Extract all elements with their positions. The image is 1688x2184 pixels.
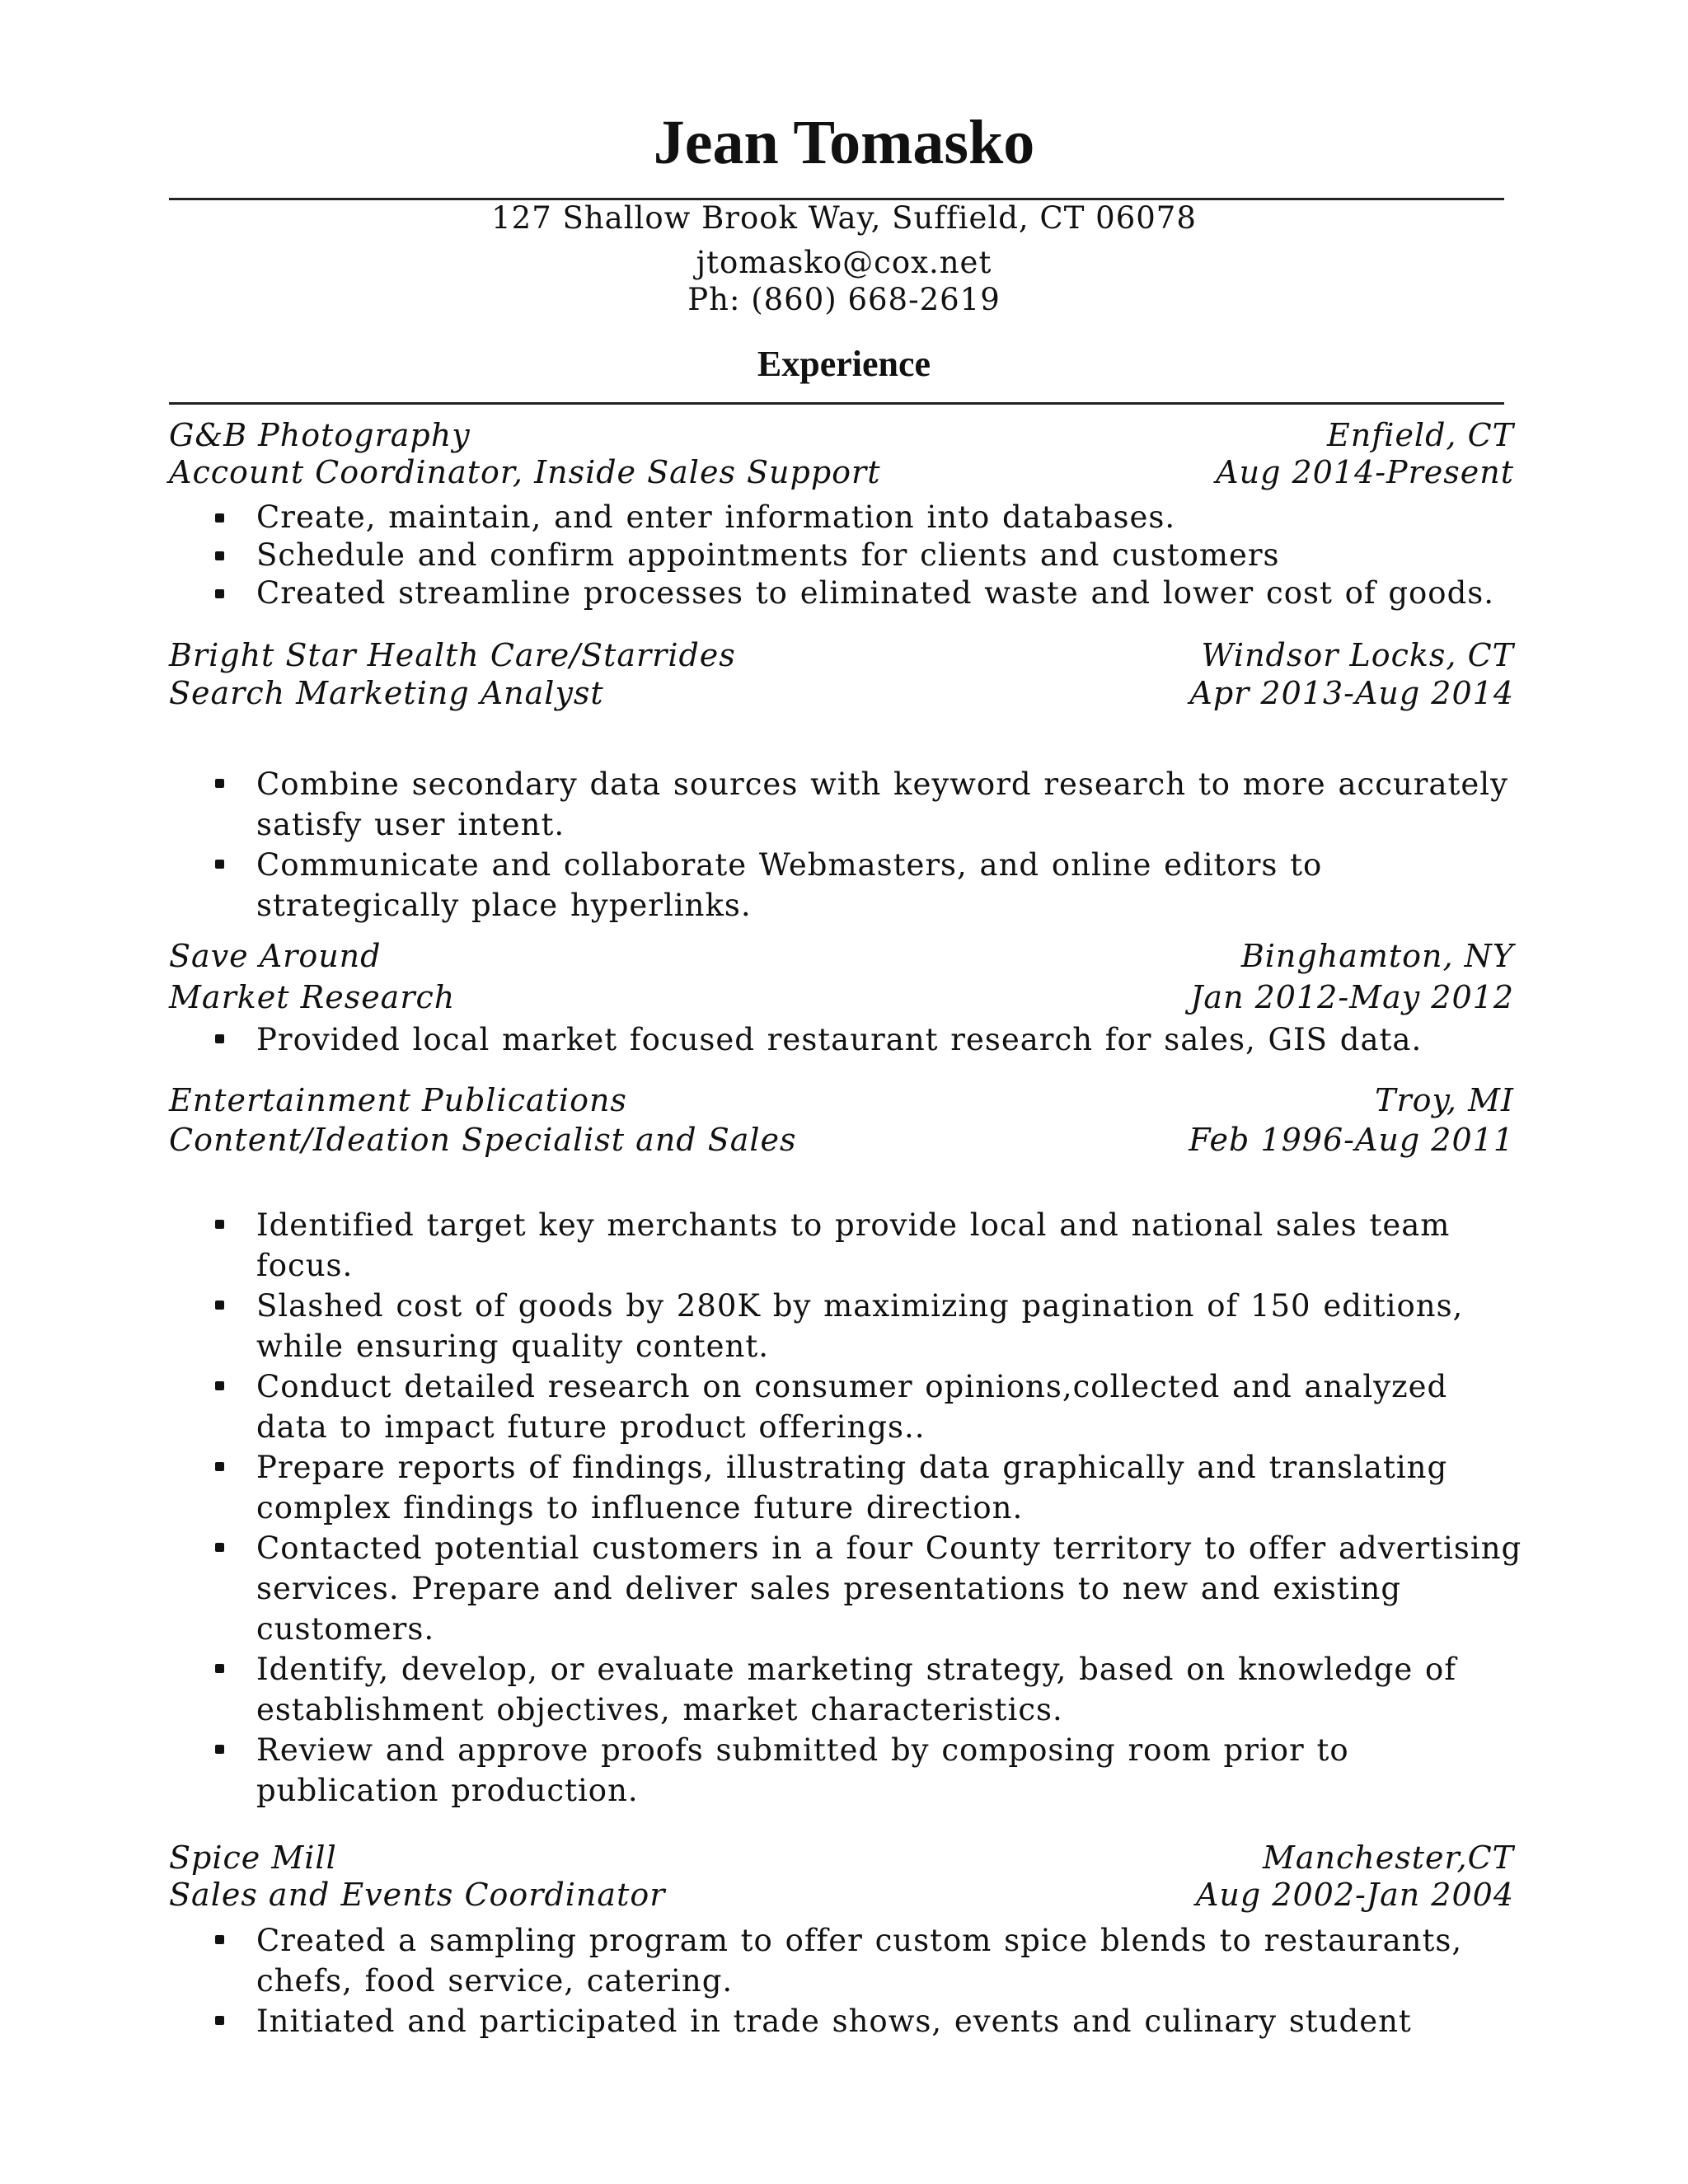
bullet-icon bbox=[215, 1220, 224, 1229]
list-item: Communicate and collaborate Webmasters, and online editors to strategically place hyperlinks. bbox=[210, 845, 1529, 926]
list-item: Create, maintain, and enter information into databases. bbox=[210, 499, 1529, 537]
bullet-icon bbox=[215, 1745, 224, 1754]
section-title-experience: Experience bbox=[757, 344, 931, 384]
phone: Ph: (860) 668-2619 bbox=[687, 282, 1001, 317]
bullet-icon bbox=[215, 1935, 224, 1944]
job-header-row bbox=[169, 937, 1514, 975]
job-header-row bbox=[169, 416, 1514, 454]
job-dates: Aug 2002-Jan 2004 bbox=[1195, 1877, 1514, 1913]
section-divider bbox=[169, 402, 1504, 405]
bullet-icon bbox=[215, 1301, 224, 1310]
job-role-row bbox=[169, 1121, 1514, 1159]
list-item: Slashed cost of goods by 280K by maximizing pagination of 150 editions, while ensuring quality content. bbox=[210, 1286, 1529, 1366]
bullet-icon bbox=[215, 513, 224, 523]
bullet-icon bbox=[215, 589, 224, 598]
job-company: Entertainment Publications bbox=[169, 1082, 627, 1118]
job-location: Windsor Locks, CT bbox=[1201, 637, 1514, 673]
job-location: Troy, MI bbox=[1375, 1082, 1514, 1118]
job-bullets bbox=[210, 499, 1529, 612]
list-item: Schedule and confirm appointments for clients and customers bbox=[210, 537, 1529, 574]
list-item: Prepare reports of findings, illustrating data graphically and translating complex findings to influence future direction. bbox=[210, 1447, 1529, 1528]
job-role: Search Marketing Analyst bbox=[169, 675, 604, 711]
job-header-row bbox=[169, 636, 1514, 674]
job-bullets bbox=[210, 764, 1529, 926]
job-dates: Aug 2014-Present bbox=[1216, 454, 1514, 490]
job-role-row bbox=[169, 978, 1514, 1016]
job-header-row bbox=[169, 1081, 1514, 1119]
job-role: Market Research bbox=[169, 979, 456, 1015]
job-dates: Apr 2013-Aug 2014 bbox=[1189, 675, 1514, 711]
bullet-icon bbox=[215, 1381, 224, 1390]
list-item: Provided local market focused restaurant research for sales, GIS data. bbox=[210, 1019, 1529, 1060]
email: jtomasko@cox.net bbox=[696, 245, 992, 280]
list-item: Identified target key merchants to provide local and national sales team focus. bbox=[210, 1205, 1529, 1286]
job-location: Manchester,CT bbox=[1262, 1840, 1514, 1876]
job-dates: Jan 2012-May 2012 bbox=[1190, 979, 1514, 1015]
list-item: Conduct detailed research on consumer opinions,collected and analyzed data to impact future product offerings.. bbox=[210, 1366, 1529, 1447]
list-item: Contacted potential customers in a four County territory to offer advertising services. Prepare and deliver sales presentations to new and existing customers. bbox=[210, 1528, 1529, 1649]
job-bullets bbox=[210, 1920, 1529, 2041]
list-item: Created a sampling program to offer custom spice blends to restaurants, chefs, food service, catering. bbox=[210, 1920, 1529, 2001]
bullet-icon bbox=[215, 1462, 224, 1471]
job-company: Bright Star Health Care/Starrides bbox=[169, 637, 736, 673]
bullet-icon bbox=[215, 1543, 224, 1552]
job-location: Enfield, CT bbox=[1327, 417, 1514, 453]
job-company: Save Around bbox=[169, 938, 382, 974]
job-location: Binghamton, NY bbox=[1240, 938, 1514, 974]
list-item: Identify, develop, or evaluate marketing strategy, based on knowledge of establishment objectives, market characteristics. bbox=[210, 1649, 1529, 1730]
job-header-row bbox=[169, 1839, 1514, 1877]
job-company: Spice Mill bbox=[169, 1840, 337, 1876]
bullet-icon bbox=[215, 2016, 224, 2025]
job-bullets bbox=[210, 1019, 1529, 1060]
job-role: Content/Ideation Specialist and Sales bbox=[169, 1122, 797, 1158]
job-role: Sales and Events Coordinator bbox=[169, 1877, 666, 1913]
job-role: Account Coordinator, Inside Sales Support bbox=[169, 454, 881, 490]
list-item: Combine secondary data sources with keyword research to more accurately satisfy user intent. bbox=[210, 764, 1529, 845]
job-bullets bbox=[210, 1205, 1529, 1811]
address: 127 Shallow Brook Way, Suffield, CT 06078 bbox=[491, 200, 1197, 236]
list-item: Created streamline processes to eliminated waste and lower cost of goods. bbox=[210, 574, 1529, 612]
candidate-name: Jean Tomasko bbox=[653, 108, 1035, 177]
job-role-row bbox=[169, 1876, 1514, 1914]
job-company: G&B Photography bbox=[169, 417, 471, 453]
list-item: Review and approve proofs submitted by composing room prior to publication production. bbox=[210, 1730, 1529, 1811]
job-dates: Feb 1996-Aug 2011 bbox=[1189, 1122, 1514, 1158]
bullet-icon bbox=[215, 779, 224, 788]
job-role-row bbox=[169, 674, 1514, 712]
bullet-icon bbox=[215, 551, 224, 560]
bullet-icon bbox=[215, 860, 224, 869]
list-item: Initiated and participated in trade shows, events and culinary student bbox=[210, 2001, 1529, 2041]
job-role-row bbox=[169, 453, 1514, 491]
bullet-icon bbox=[215, 1034, 224, 1043]
bullet-icon bbox=[215, 1664, 224, 1673]
